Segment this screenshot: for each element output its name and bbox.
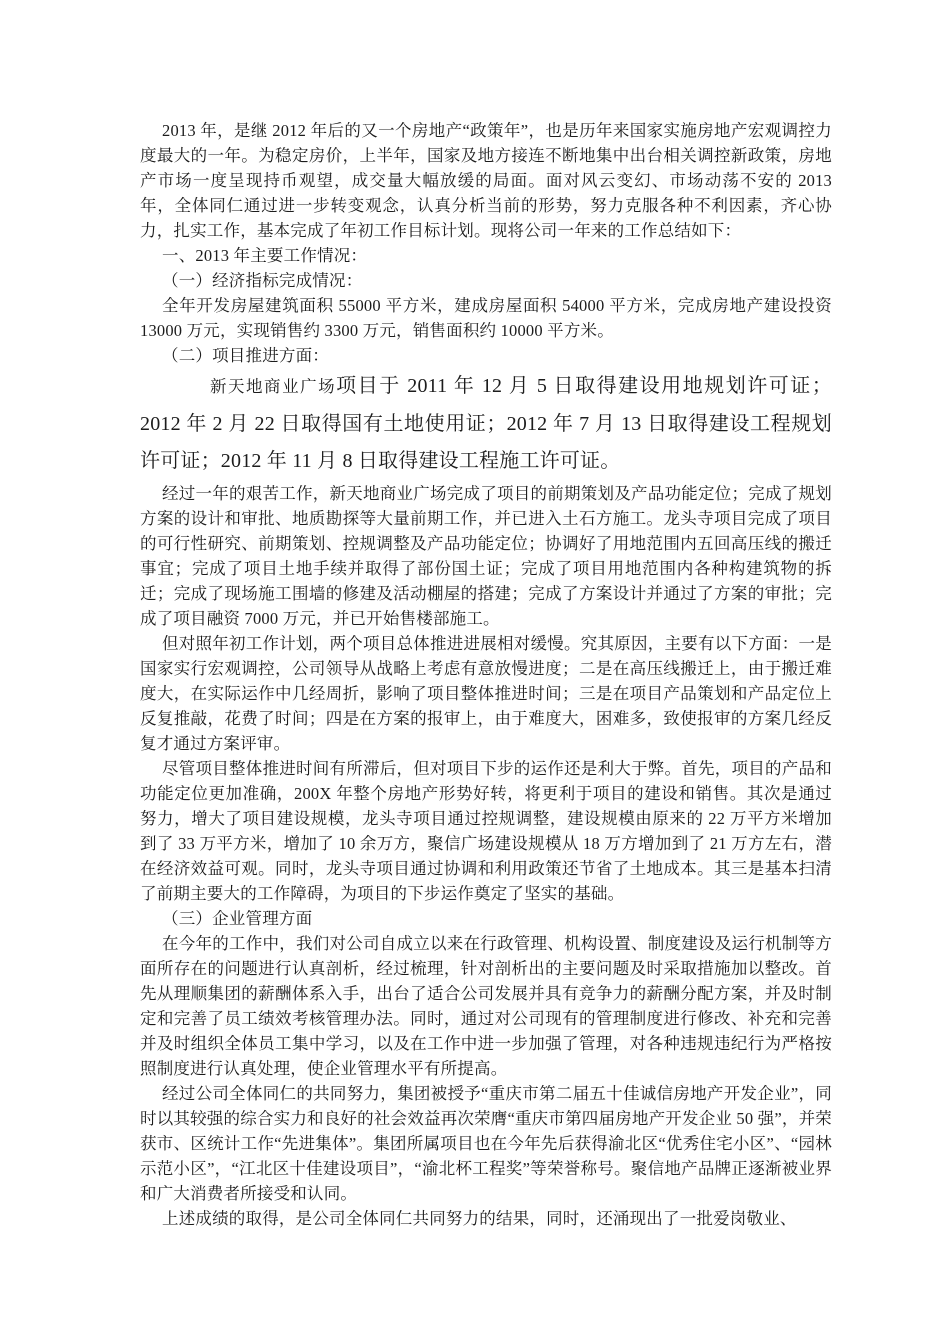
honors-paragraph: 经过公司全体同仁的共同努力，集团被授予“重庆市第二届五十佳诚信房地产开发企业”，同时以其较强的综合实力和良好的社会效益再次荣膺“重庆市第四届房地产开发企业 50 强”，并荣获市、区统计工作“先进集体”。集团所属项目也在今年先后获得渝北区“优秀住宅小区”、“园林示范小区”，“江北区十佳建设项目”，“渝北杯工程奖”等荣誉称号。聚信地产品牌正逐渐被业界和广大消费者所接受和认同。 bbox=[140, 1083, 832, 1203]
project-progress-paragraph: 经过一年的艰苦工作，新天地商业广场完成了项目的前期策划及产品功能定位；完成了规划方案的设计和审批、地质勘探等大量前期工作，并已进入土石方施工。龙头寺项目完成了项目的可行性研究、前期策划、控规调整及产品功能定位；协调好了用地范围内五回高压线的搬迁事宜；完成了项目土地手续并取得了部份国土证；完成了项目用地范围内各种构建筑物的拆迁；完成了现场施工围墙的修建及活动棚屋的搭建；完成了方案设计并通过了方案的审批；完成了项目融资 7000 万元，并已开始售楼部施工。 bbox=[140, 483, 832, 628]
project-permits-paragraph bbox=[140, 368, 832, 481]
section-1-1-heading: （一）经济指标完成情况： bbox=[162, 271, 363, 290]
section-1-heading: 一、2013 年主要工作情况： bbox=[162, 246, 368, 265]
text-run-small: 新天地商业广场 bbox=[210, 377, 337, 396]
delay-reasons-paragraph: 但对照年初工作计划，两个项目总体推进进展相对缓慢。究其原因，主要有以下方面：一是国家实行宏观调控，公司领导从战略上考虑有意放慢进度；二是在高压线搬迁上，由于搬迁难度大，在实际运作中几经周折，影响了项目整体推进时间；三是在项目产品策划和产品定位上反复推敲，花费了时间；四是在方案的报审上，由于难度大，困难多，致使报审的方案几经反复才通过方案评审。 bbox=[140, 633, 832, 753]
management-paragraph: 在今年的工作中，我们对公司自成立以来在行政管理、机构设置、制度建设及运行机制等方面所存在的问题进行认真剖析，经过梳理，针对剖析出的主要问题及时采取措施加以整改。首先从理顺集团的薪酬体系入手，出台了适合公司发展并具有竞争力的薪酬分配方案，并及时制定和完善了员工绩效考核管理办法。同时，通过对公司现有的管理制度进行修改、补充和完善并及时组织全体员工集中学习，以及在工作中进一步加强了管理，对各种违规违纪行为严格按照制度进行认真处理，使企业管理水平有所提高。 bbox=[140, 933, 832, 1078]
intro-paragraph: 2013 年，是继 2012 年后的又一个房地产“政策年”，也是历年来国家实施房地产宏观调控力度最大的一年。为稳定房价，上半年，国家及地方接连不断地集中出台相关调控新政策，房地产市场一度呈现持币观望，成交量大幅放缓的局面。面对风云变幻、市场动荡不安的 2013 年，全体同仁通过进一步转变观念，认真分析当前的形势，努力克服各种不利因素，齐心协力，扎实工作，基本完成了年初工作目标计划。现将公司一年来的工作总结如下： bbox=[140, 121, 832, 240]
section-1-2-heading: （二）项目推进方面： bbox=[162, 346, 329, 365]
section-1-3-heading: （三）企业管理方面 bbox=[162, 908, 313, 928]
economic-indicators-paragraph: 全年开发房屋建筑面积 55000 平方米，建成房屋面积 54000 平方米，完成房地产建设投资 13000 万元，实现销售约 3300 万元，销售面积约 10000 平方米。 bbox=[140, 296, 832, 340]
closing-paragraph: 上述成绩的取得，是公司全体同仁共同努力的结果，同时，还涌现出了一批爱岗敬业、 bbox=[162, 1208, 797, 1228]
document-body bbox=[140, 118, 832, 1231]
text-run-large: 项目于 2011 年 12 月 5 日取得建设用地规划许可证；2012 年 2 月 22 日取得国有土地使用证；2012 年 7 月 13 日取得建设工程规划许可证；2012 年 11 月 8 日取得建设工程施工许可证。 bbox=[140, 375, 832, 472]
benefits-paragraph: 尽管项目整体推进时间有所滞后，但对项目下步的运作还是利大于弊。首先，项目的产品和功能定位更加准确，200X 年整个房地产形势好转，将更利于项目的建设和销售。其次是通过努力，增大了项目建设规模，龙头寺项目通过控规调整，建设规模由原来的 22 万平方米增加到了 33 万平方米，增加了 10 余万方，聚信广场建设规模从 18 万方增加到了 21 万方左右，潜在经济效益可观。同时，龙头寺项目通过协调和利用政策还节省了土地成本。其三是基本扫清了前期主要大的工作障碍，为项目的下步运作奠定了坚实的基础。 bbox=[140, 758, 832, 903]
